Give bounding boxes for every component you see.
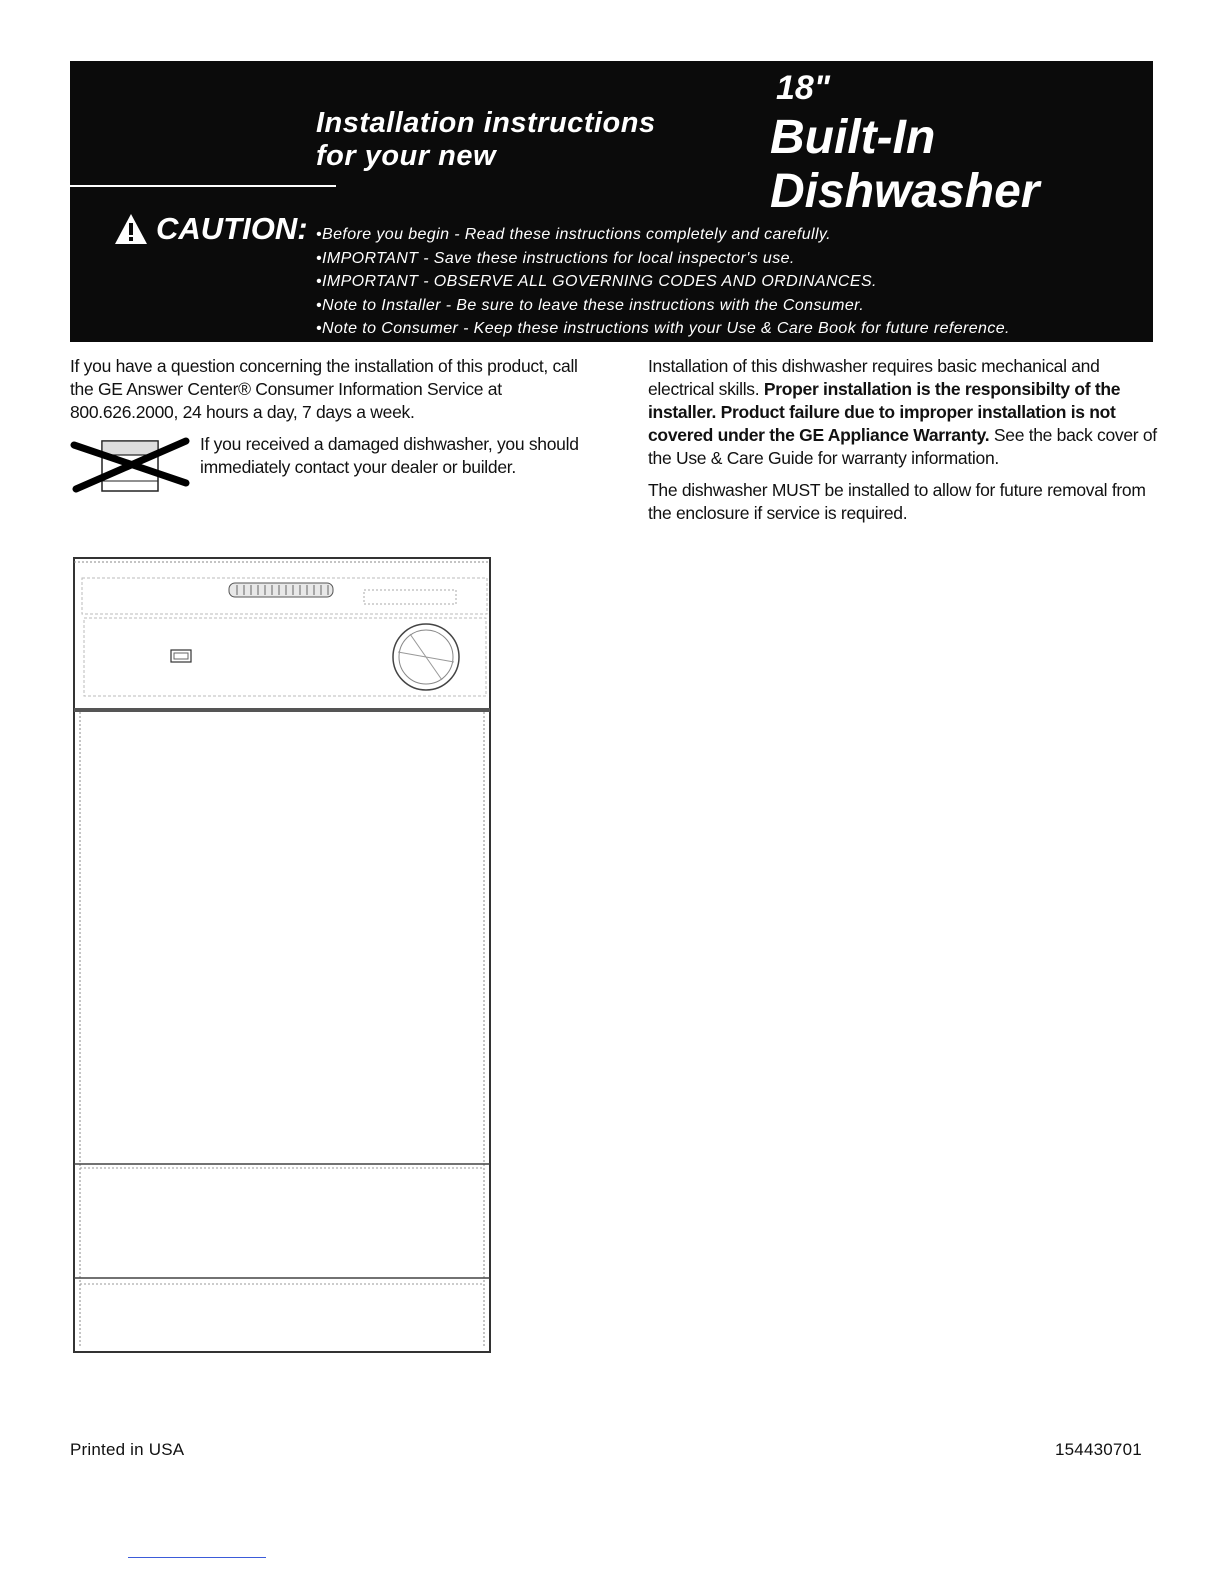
header-divider [70,185,336,187]
intro-line-1: Installation instructions [316,107,656,139]
removal-paragraph: The dishwasher MUST be installed to allow for future removal from the enclosure if service is required. [648,480,1146,523]
caution-bullet: • Note to Consumer - Keep these instructions with your Use & Care Book for future reference. [316,317,1010,341]
warning-icon [114,213,148,245]
caution-bullet: • IMPORTANT - Save these instructions for local inspector's use. [316,247,1010,271]
part-number: 154430701 [1055,1440,1142,1459]
product-title-line-1: Built-In [770,111,936,164]
printed-in-usa: Printed in USA [70,1440,185,1459]
product-size: 18" [776,69,830,107]
dishwasher-illustration [72,556,494,1356]
caution-bullet: • IMPORTANT - OBSERVE ALL GOVERNING CODES AND ORDINANCES. [316,270,1010,294]
question-paragraph: If you have a question concerning the installation of this product, call the GE Answer Center® Consumer Information Service at 800.626.2000, 24 hours a day, 7 days a week. [70,356,578,422]
caution-label: CAUTION: [156,211,308,246]
damaged-notice [70,433,590,495]
right-column [648,355,1158,534]
caution-bullet: • Note to Installer - Be sure to leave these instructions with the Consumer. [316,294,1010,318]
intro-title [316,107,656,173]
damaged-text: If you received a damaged dishwasher, you should immediately contact your dealer or builder. [200,434,579,477]
header-banner [70,61,1153,342]
skills-paragraph [648,355,1158,470]
product-title [770,111,1039,219]
responsibility-text: Proper installation is the responsibilty of the installer. Product failure due to improper installation is not covered under the GE Appliance Warranty. [648,379,1121,445]
caution-list [316,223,1010,341]
product-title-line-2: Dishwasher [770,165,1040,218]
caution-bullet: • Before you begin - Read these instructions completely and carefully. [316,223,1010,247]
intro-line-2: for your new [316,140,497,172]
damaged-dishwasher-icon [70,433,190,495]
bottom-underline [128,1557,266,1558]
skills-text: Installation of this dishwasher requires basic mechanical and electrical skills. [648,356,1100,399]
warranty-text: See the back cover of the Use & Care Guide for warranty information. [648,425,1157,468]
caution-heading [114,211,308,247]
left-column [70,355,590,495]
